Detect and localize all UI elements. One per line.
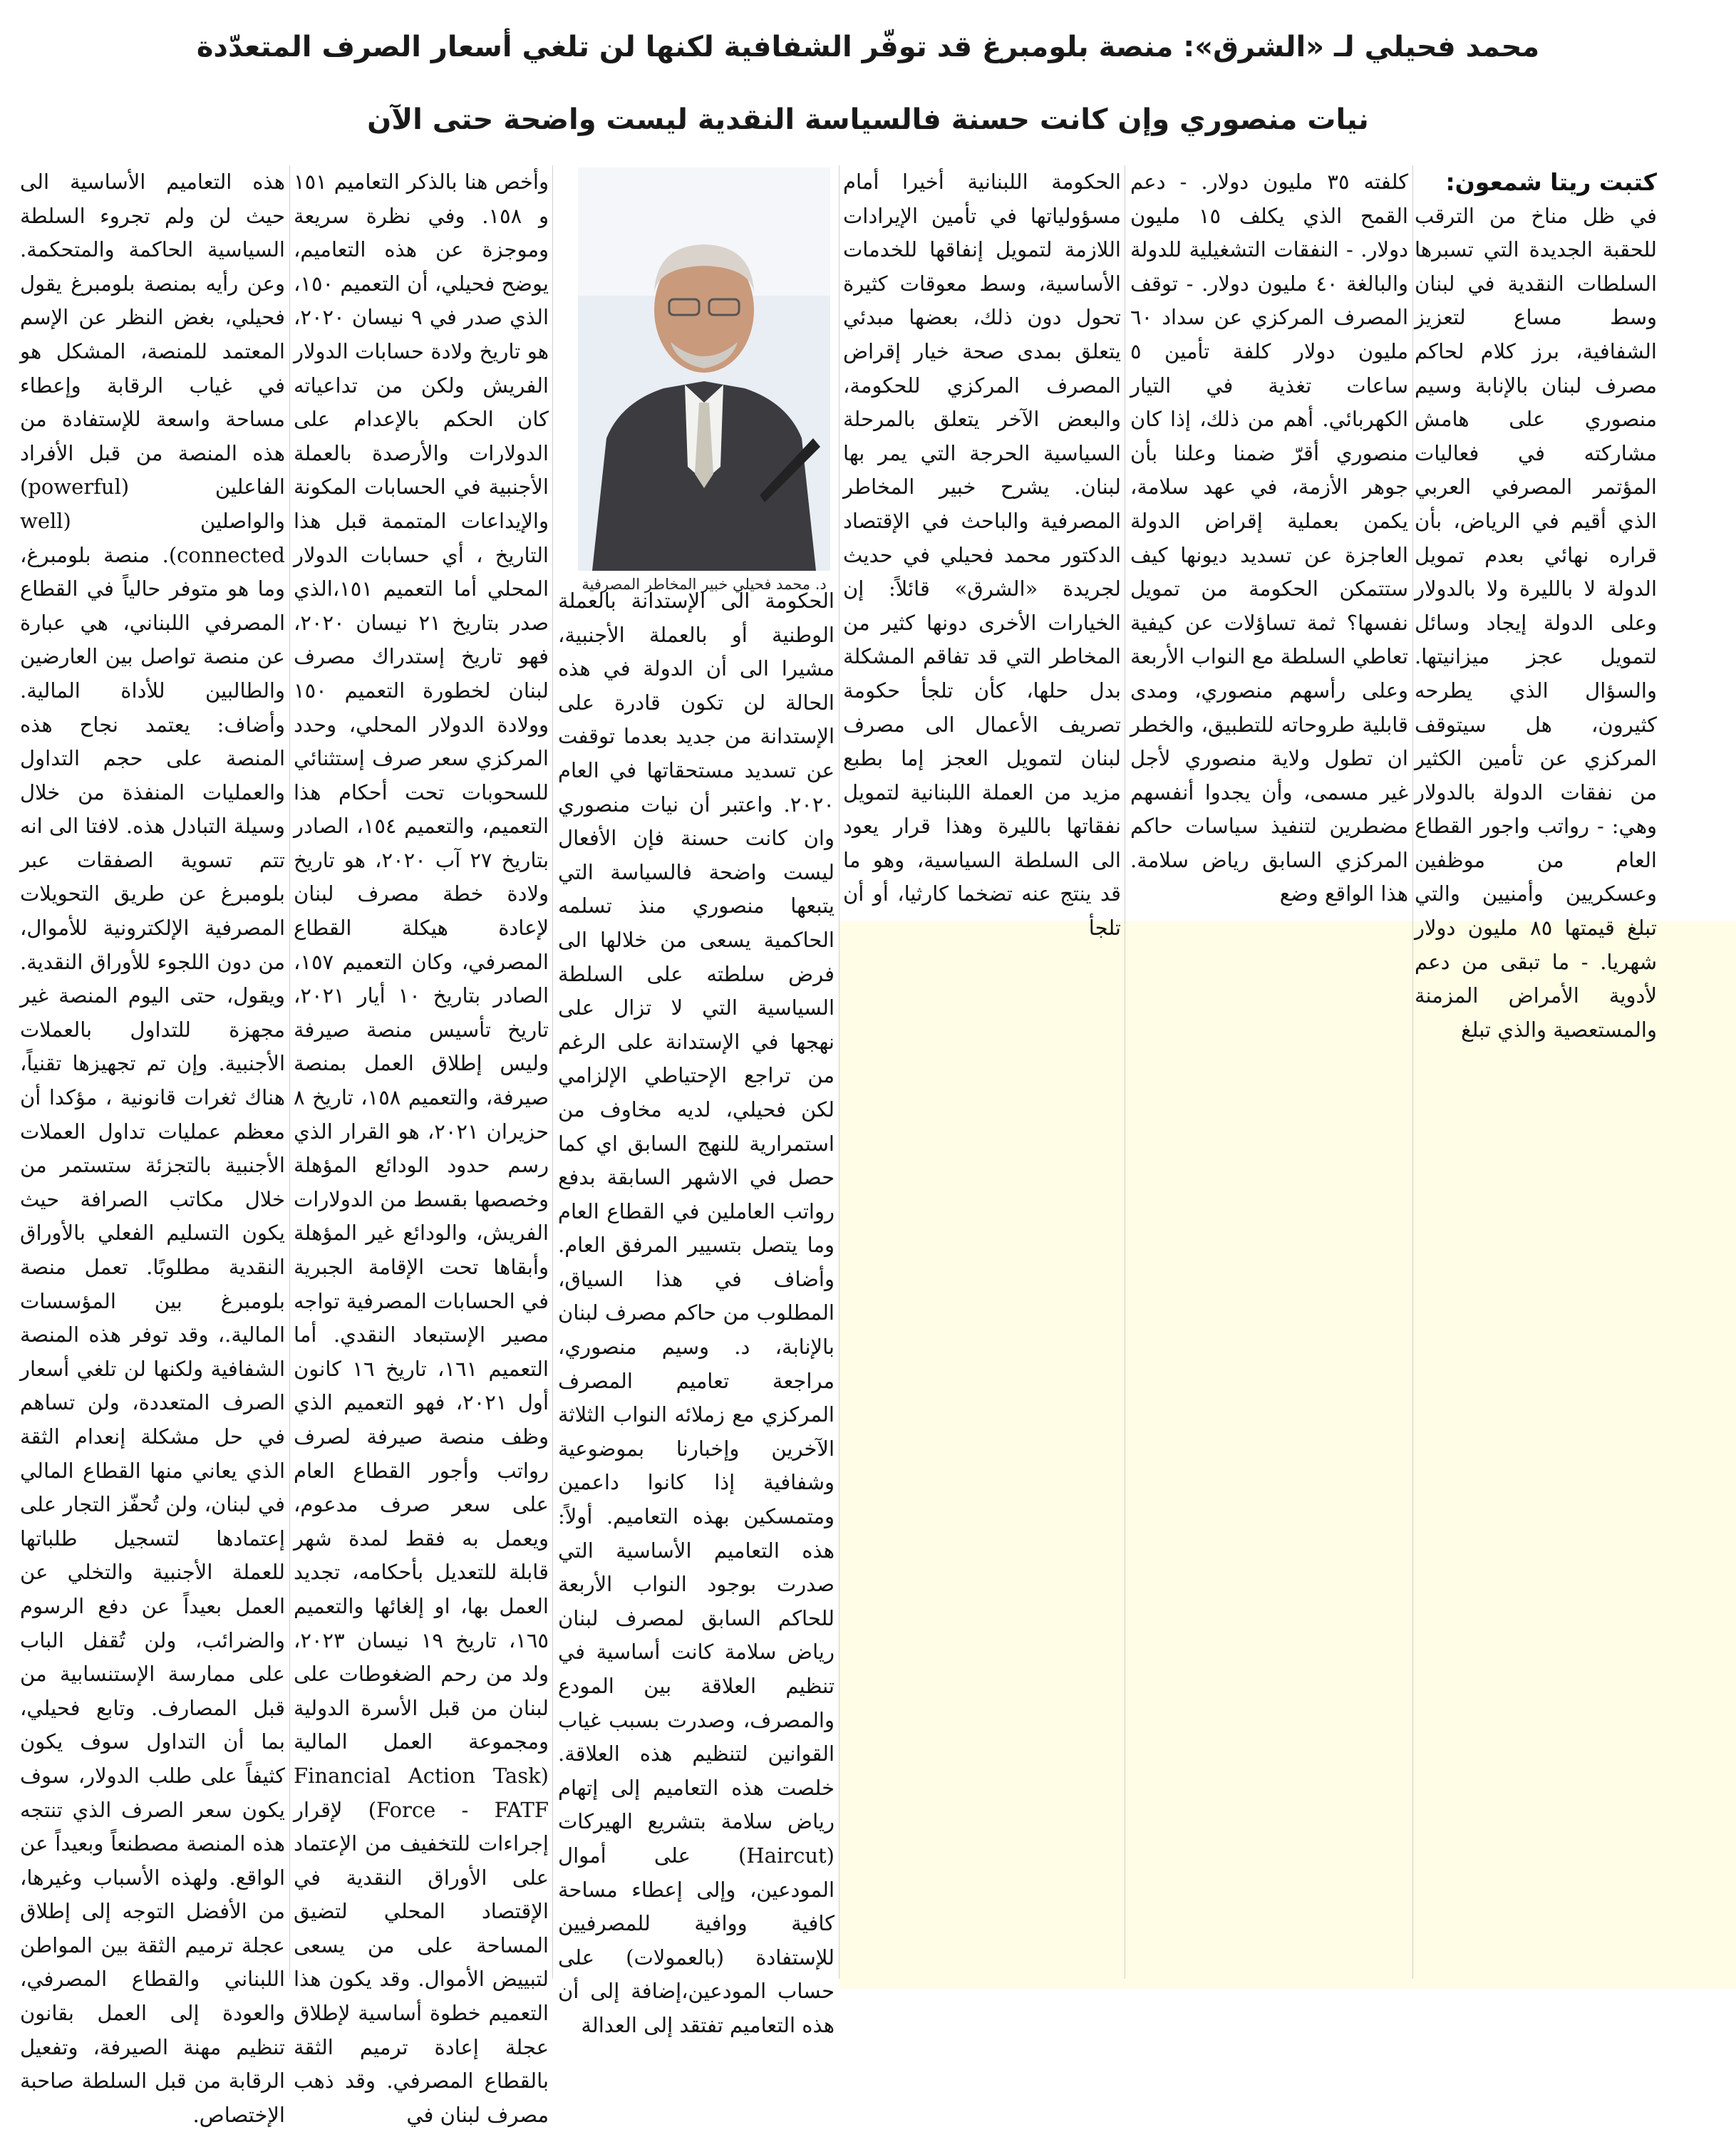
article-column-6 <box>20 165 285 2127</box>
headline-line-1: محمد فحيلي لـ «الشرق»: منصة بلومبرغ قد توفّر الشفافية لكنها لن تلغي أسعار الصرف المتعدّدة <box>196 31 1540 63</box>
headline-line-2: نيات منصوري وإن كانت حسنة فالسياسة النقدية ليست واضحة حتى الآن <box>367 103 1369 136</box>
blank-yellow-area <box>839 921 1736 1989</box>
column-4-text: الحكومة الى الإستدانة بالعملة الوطنية أو بالعملة الأجنبية، مشيرا الى أن الدولة في هذه الحالة لن تكون قادرة على الإستدانة من جديد بعدما توقفت عن تسديد مستحقاتها في العام ٢٠٢٠. واعتبر أن نيات منصوري وان كانت حسنة فإن الأفعال ليست واضحة فالسياسة التي يتبعها منصوري منذ تسلمه الحاكمية يسعى من خلالها الى فرض سلطته على السلطة السياسية التي لا تزال على نهجها في الإستدانة على الرغم من تراجع الإحتياطي الإلزامي لكن فحيلي، لديه مخاوف من استمرارية للنهج السابق اي كما حصل في الاشهر السابقة بدفع رواتب العاملين في القطاع العام وما يتصل بتسيير المرفق العام. وأضاف في هذا السياق، المطلوب من حاكم مصرف لبنان بالإنابة، د. وسيم منصوري، مراجعة تعاميم المصرف المركزي مع زملائه النواب الثلاثة الآخرين وإخبارنا بموضوعية وشفافية إذا كانوا داعمين ومتمسكين بهذه التعاميم. أولاً: هذه التعاميم الأساسية التي صدرت بوجود النواب الأربعة للحاكم السابق لمصرف لبنان رياض سلامة كانت أساسية في تنظيم العلاقة بين المودع والمصرف، وصدرت بسبب غياب القوانين لتنظيم هذه العلاقة. خلصت هذه التعاميم إلى إتهام رياض سلامة بتشريع الهيركات (Haircut) على أموال المودعين، وإلى إعطاء مساحة كافية ووافية للمصرفيين للإستفادة (بالعمولات) على حساب المودعين،إضافة إلى أن هذه التعاميم تفتقد إلى العدالة <box>558 589 835 2037</box>
column-5-text: وأخص هنا بالذكر التعاميم ١٥١ و ١٥٨. وفي نظرة سريعة وموجزة عن هذه التعاميم، يوضح فحيلي، أن التعميم ١٥٠، الذي صدر في ٩ نيسان ٢٠٢٠، هو تاريخ ولادة حسابات الدولار الفريش ولكن من تداعياته كان الحكم بالإعدام على الدولارات والأرصدة بالعملة الأجنبية في الحسابات المكونة والإيداعات المتممة قبل هذا التاريخ ، أي حسابات الدولار المحلي أما التعميم ١٥١،الذي صدر بتاريخ ٢١ نيسان ٢٠٢٠، فهو تاريخ إستدراك مصرف لبنان لخطورة التعميم ١٥٠ وولادة الدولار المحلي، وحدد المركزي سعر صرف إستثنائي للسحوبات تحت أحكام هذا التعميم، والتعميم ١٥٤، الصادر بتاريخ ٢٧ آب ٢٠٢٠، هو تاريخ ولادة خطة مصرف لبنان لإعادة هيكلة القطاع المصرفي، وكان التعميم ١٥٧، الصادر بتاريخ ١٠ أيار ٢٠٢١، تاريخ تأسيس منصة صيرفة وليس إطلاق العمل بمنصة صيرفة، والتعميم ١٥٨، تاريخ ٨ حزيران ٢٠٢١، هو القرار الذي رسم حدود الودائع المؤهلة وخصصها بقسط من الدولارات الفريش، والودائع غير المؤهلة وأبقاها تحت الإقامة الجبرية في الحسابات المصرفية تواجه مصير الإستبعاد النقدي. أما التعميم ١٦١، تاريخ ١٦ كانون أول ٢٠٢١، فهو التعميم الذي وظف منصة صيرفة لصرف رواتب وأجور القطاع العام على سعر صرف مدعوم، ويعمل به فقط لمدة شهر قابلة للتعديل بأحكامه، تجديد العمل بها، او إلغائها والتعميم ١٦٥، تاريخ ١٩ نيسان ٢٠٢٣، ولد من رحم الضغوطات على لبنان من قبل الأسرة الدولية ومجموعة العمل المالية (Financial Action Task Force - FATF) لإقرار إجراءات للتخفيف من الإعتماد على الأوراق النقدية في الإقتصاد المحلي لتضيق المساحة على من يسعى لتبييض الأموال. وقد يكون هذا التعميم خطوة أساسية لإطلاق عجلة إعادة ترميم الثقة بالقطاع المصرفي. وقد ذهب مصرف لبنان في <box>294 170 549 2127</box>
article-column-3 <box>843 165 1121 941</box>
column-rule <box>289 165 290 1979</box>
article-column-1 <box>1415 165 1657 1042</box>
article-column-4 <box>558 584 835 2037</box>
column-2-text: كلفته ٣٥ مليون دولار. - دعم القمح الذي يكلف ١٥ مليون دولار. - النفقات التشغيلية للدولة والبالغة ٤٠ مليون دولار. - توقف المصرف المركزي عن سداد ٦٠ مليون دولار كلفة تأمين ٥ ساعات تغذية في التيار الكهربائي. أهم من ذلك، إذا كان منصوري أقرّ ضمنا وعلنا بأن جوهر الأزمة، في عهد سلامة، يكمن بعملية إقراض الدولة العاجزة عن تسديد ديونها كيف ستتمكن الحكومة من تمويل نفسها؟ ثمة تساؤلات عن كيفية تعاطي السلطة مع النواب الأربعة وعلى رأسهم منصوري، ومدى قابلية طروحاته للتطبيق، والخطر ان تطول ولاية منصوري لأجل غير مسمى، وأن يجدوا أنفسهم مضطرين لتنفيذ سياسات حاكم المركزي السابق رياض سلامة. هذا الواقع وضع <box>1130 170 1409 906</box>
byline: كتبت ريتا شمعون: <box>1445 168 1657 196</box>
article-column-2 <box>1130 165 1408 914</box>
column-3-text: الحكومة اللبنانية أخيرا أمام مسؤولياتها في تأمين الإيرادات اللازمة لتمويل إنفاقها للخدمات الأساسية، وسط معوقات كثيرة تحول دون ذلك، بعضها مبدئي يتعلق بمدى صحة خيار إقراض المصرف المركزي للحكومة، والبعض الآخر يتعلق بالمرحلة السياسية الحرجة التي يمر بها لبنان. يشرح خبير المخاطر المصرفية والباحث في الإقتصاد الدكتور محمد فحيلي في حديث لجريدة «الشرق» قائلاً: إن الخيارات الأخرى دونها كثير من المخاطر التي قد تفاقم المشكلة بدل حلها، كأن تلجأ حكومة تصريف الأعمال الى مصرف لبنان لتمويل العجز إما بطبع مزيد من العملة اللبنانية لتمويل نفقاتها بالليرة وهذا قرار يعود الى السلطة السياسية، وهو ما قد ينتج عنه تضخما كارثيا، أو أن تلجأ <box>843 170 1121 941</box>
column-rule <box>1412 165 1413 1979</box>
portrait-photo <box>578 167 830 571</box>
column-1-text: في ظل مناخ من الترقب للحقبة الجديدة التي تسبرها السلطات النقدية في لبنان وسط مساع لتعزيز الشفافية، برز كلام لحاكم مصرف لبنان بالإنابة وسيم منصوري على هامش مشاركته في فعاليات المؤتمر المصرفي العربي الذي أقيم في الرياض، بأن قراره نهائي بعدم تمويل الدولة لا بالليرة ولا بالدولار وعلى الدولة إيجاد وسائل لتمويل عجز ميزانيتها. والسؤال الذي يطرحه كثيرون، هل سيتوقف المركزي عن تأمين الكثير من نفقات الدولة بالدولار وهي: - رواتب واجور القطاع العام من موظفين وعسكريين وأمنيين والتي تبلغ قيمتها ٨٥ مليون دولار شهريا. - ما تبقى من دعم لأدوية الأمراض المزمنة والمستعصية والذي تبلغ <box>1415 203 1657 1042</box>
column-6-text: هذه التعاميم الأساسية الى حيث لن ولم تجروء السلطة السياسية الحاكمة والمتحكمة. وعن رأيه بمنصة بلومبرغ يقول فحيلي، بغض النظر عن الإسم المعتمد للمنصة، المشكل هو في غياب الرقابة وإعطاء مساحة واسعة للإستفادة من هذه المنصة من قبل الأفراد الفاعلين (powerful) والواصلين (well connected). منصة بلومبرغ، وما هو متوفر حالياً في القطاع المصرفي اللبناني، هي عبارة عن منصة تواصل بين العارضين والطالبين للأداة المالية. وأضاف: يعتمد نجاح هذه المنصة على حجم التداول والعمليات المنفذة من خلال وسيلة التبادل هذه. لافتا الى انه تتم تسوية الصفقات عبر بلومبرغ عن طريق التحويلات المصرفية الإلكترونية للأموال، من دون اللجوء للأوراق النقدية. ويقول، حتى اليوم المنصة غير مجهزة للتداول بالعملات الأجنبية. وإن تم تجهيزها تقنياً، هناك ثغرات قانونية ، مؤكدا أن معظم عمليات تداول العملات الأجنبية بالتجزئة ستستمر من خلال مكاتب الصرافة حيث يكون التسليم الفعلي بالأوراق النقدية مطلوبًا. تعمل منصة بلومبرغ بين المؤسسات المالية.، وقد توفر هذه المنصة الشفافية ولكنها لن تلغي أسعار الصرف المتعددة، ولن تساهم في حل مشكلة إنعدام الثقة الذي يعاني منها القطاع المالي في لبنان، ولن تُحفّز التجار على إعتمادها لتسجيل طلباتها للعملة الأجنبية والتخلي عن العمل بعيداً عن دفع الرسوم والضرائب، ولن تُقفل الباب على ممارسة الإستنسابية من قبل المصارف. وتابع فحيلي، بما أن التداول سوف يكون كثيفاً على طلب الدولار، سوف يكون سعر الصرف الذي تنتجه هذه المنصة مصطنعاً وبعيداً عن الواقع. ولهذه الأسباب وغيرها، من الأفضل التوجه إلى إطلاق عجلة ترميم الثقة بين المواطن اللبناني والقطاع المصرفي، والعودة إلى العمل بقانون تنظيم مهنة الصيرفة، وتفعيل الرقابة من قبل السلطة صاحبة الإختصاص. <box>20 170 285 2127</box>
article-column-5 <box>294 165 549 2127</box>
portrait-illustration <box>578 167 830 571</box>
photo-caption: د. محمد فحيلي خبير المخاطر المصرفية <box>582 576 827 593</box>
column-rule <box>552 165 553 1979</box>
